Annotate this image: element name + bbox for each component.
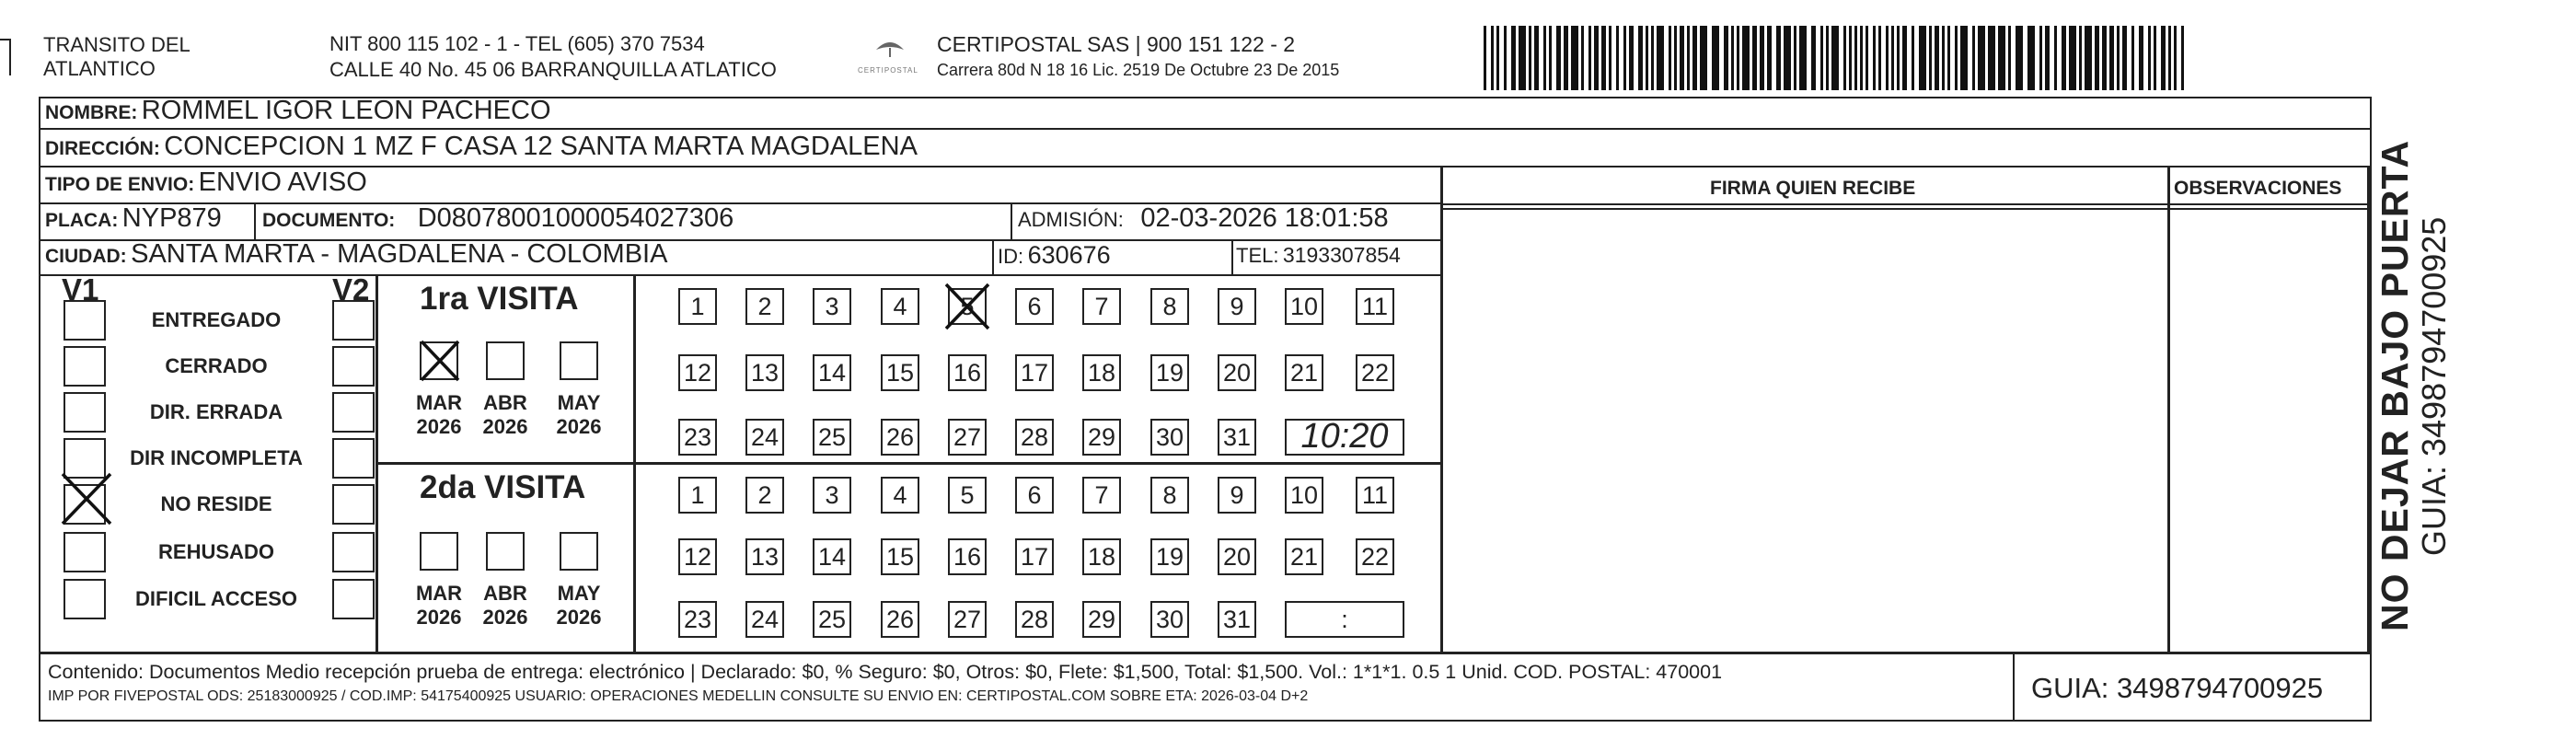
barcode-bar [1849, 26, 1852, 90]
side-guia: GUIA: 3498794700925 [2415, 216, 2453, 556]
day-box: 9 [1218, 477, 1256, 514]
month-checkbox [560, 341, 598, 380]
row-divider [40, 652, 2371, 654]
placa-value: NYP879 [121, 203, 222, 233]
status-label: REHUSADO [158, 540, 274, 563]
barcode-bar [2008, 26, 2011, 90]
day-box: 23 [678, 419, 717, 456]
first-time-box: 10:20 [1285, 419, 1404, 456]
day-box: 2 [745, 477, 784, 514]
status-label: DIR INCOMPLETA [130, 446, 303, 469]
barcode-bar [2161, 26, 2166, 90]
day-box: 6 [1015, 288, 1054, 325]
checked-x-mark [59, 470, 114, 527]
barcode-bar [1724, 26, 1728, 90]
col-divider [254, 203, 256, 240]
barcode-bar [1752, 26, 1757, 90]
day-box: 11 [1356, 477, 1394, 514]
barcode-bar [2016, 26, 2023, 90]
barcode-bar [2174, 26, 2177, 90]
day-box: 5 [948, 288, 987, 325]
day-box: 11 [1356, 288, 1394, 325]
row-divider [40, 166, 2371, 168]
day-box: 6 [1015, 477, 1054, 514]
day-box: 23 [678, 601, 717, 638]
tipo-row [45, 168, 367, 198]
barcode-bar [1504, 26, 1507, 90]
day-box: 15 [881, 538, 919, 575]
day-box: 2 [745, 288, 784, 325]
v1-checkbox [64, 392, 106, 433]
barcode-bar [1657, 26, 1664, 90]
month-year: 2026 [416, 606, 462, 629]
barcode-bar [1674, 26, 1677, 90]
day-box: 10 [1285, 288, 1323, 325]
barcode-bar [2027, 26, 2035, 90]
barcode-bar [1609, 26, 1611, 90]
status-label: CERRADO [165, 354, 268, 377]
day-box: 18 [1082, 538, 1121, 575]
barcode-bar [1929, 26, 1932, 90]
day-box: 28 [1015, 419, 1054, 456]
col-divider [1440, 167, 1443, 653]
company-line-2: ATLANTICO [43, 57, 156, 80]
barcode-bar [1794, 26, 1796, 90]
nit-line: NIT 800 115 102 - 1 - TEL (605) 370 7534 [329, 32, 705, 55]
barcode-bar [1988, 26, 1995, 90]
v2-checkbox [332, 532, 375, 572]
barcode-bar [1742, 26, 1750, 90]
barcode-bar [2102, 26, 2107, 90]
checked-x-mark [942, 281, 992, 332]
barcode-bar [1687, 26, 1690, 90]
id-cell [998, 241, 1111, 270]
month-label: ABR [483, 391, 527, 414]
status-label: DIR. ERRADA [149, 400, 283, 423]
nombre-row [45, 96, 551, 126]
day-box: 3 [813, 477, 851, 514]
day-box: 7 [1082, 288, 1121, 325]
barcode-bar [1556, 26, 1561, 90]
ciudad-value: SANTA MARTA - MAGDALENA - COLOMBIA [131, 239, 668, 269]
barcode-bar [1799, 26, 1807, 90]
barcode-bar [1601, 26, 1606, 90]
barcode-bar [1935, 26, 1939, 90]
day-box: 5 [948, 477, 987, 514]
status-label: NO RESIDE [160, 492, 272, 515]
ciudad-cell [45, 239, 667, 270]
barcode-bar [1581, 26, 1584, 90]
barcode-bar [1767, 26, 1772, 90]
month-label: MAY [557, 582, 601, 605]
barcode-bar [1484, 26, 1486, 90]
first-visit-title: 1ra VISITA [420, 281, 579, 317]
tipo-value: ENVIO AVISO [198, 168, 367, 197]
v1-checkbox [64, 300, 106, 341]
barcode-bar [1496, 26, 1499, 90]
day-box: 27 [948, 601, 987, 638]
v2-checkbox [332, 579, 375, 619]
v2-label: V2 [332, 272, 370, 306]
col-divider [1231, 240, 1233, 275]
month-year: 2026 [482, 415, 528, 438]
tel-value: 3193307854 [1282, 243, 1401, 267]
day-box: 25 [813, 419, 851, 456]
v1-checkbox [64, 346, 106, 387]
status-label: DIFICIL ACCESO [134, 587, 297, 610]
barcode-bar [1947, 26, 1950, 90]
day-box: 30 [1150, 419, 1189, 456]
admision-value: 02-03-2026 18:01:58 [1140, 203, 1389, 233]
barcode-bar [2054, 26, 2057, 90]
documento-cell [262, 203, 734, 234]
barcode-bar [1594, 26, 1599, 90]
month-label: MAR [415, 582, 463, 605]
barcode-bar [1616, 26, 1619, 90]
day-box: 29 [1082, 419, 1121, 456]
barcode-bar [1776, 26, 1781, 90]
day-box: 1 [678, 288, 717, 325]
documento-label: DOCUMENTO: [262, 210, 396, 231]
day-box: 28 [1015, 601, 1054, 638]
barcode-bar [1873, 26, 1876, 90]
row-divider [1441, 203, 2371, 205]
v2-checkbox [332, 484, 375, 525]
v1-label: V1 [62, 272, 99, 306]
col-divider [1011, 203, 1012, 240]
barcode-bar [1860, 26, 1863, 90]
second-visit-title: 2da VISITA [420, 469, 586, 505]
day-box: 31 [1218, 419, 1256, 456]
barcode-bar [2154, 26, 2156, 90]
month-checkbox [486, 532, 525, 571]
tel-cell [1236, 243, 1401, 268]
day-box: 26 [881, 419, 919, 456]
barcode-bar [1571, 26, 1578, 90]
barcode-bar [1866, 26, 1868, 90]
status-label: ENTREGADO [151, 308, 282, 331]
certipostal-logo [858, 33, 922, 77]
v1-checkbox [64, 532, 106, 572]
day-box: 10 [1285, 477, 1323, 514]
day-box: 31 [1218, 601, 1256, 638]
barcode-bar [1529, 26, 1531, 90]
barcode-bar [2131, 26, 2134, 90]
footer-guia: GUIA: 3498794700925 [2031, 672, 2324, 704]
day-box: 24 [745, 601, 784, 638]
month-checkbox [420, 532, 458, 571]
tipo-label: TIPO DE ENVIO: [45, 174, 195, 195]
v2-checkbox [332, 392, 375, 433]
barcode-bar [1902, 26, 1907, 90]
barcode-bar [1826, 26, 1829, 90]
barcode-bar [2117, 26, 2120, 90]
barcode-bar [2109, 26, 2114, 90]
day-box: 14 [813, 538, 851, 575]
month-year: 2026 [482, 606, 528, 629]
barcode-bar [1564, 26, 1568, 90]
barcode-bar [1760, 26, 1764, 90]
logo-text: CERTIPOSTAL [858, 66, 918, 75]
barcode-bar [1972, 26, 1975, 90]
barcode-bar [1942, 26, 1945, 90]
barcode-bar [1638, 26, 1643, 90]
day-box: 13 [745, 538, 784, 575]
day-box: 3 [813, 288, 851, 325]
barcode-bar [2039, 26, 2042, 90]
barcode-bar [2181, 26, 2184, 90]
day-box: 25 [813, 601, 851, 638]
barcode-bar [1831, 26, 1839, 90]
footer-line-1: Contenido: Documentos Medio recepción prueba de entrega: electrónico | Declarado: $0, % Seguro: $0, Otros: $0, Flete: $1,500, Total: $1,500. Vol.: 1*1*1. 0.5 1 Unid. COD. POSTAL: 470001 [48, 661, 1723, 683]
placa-cell [45, 203, 222, 234]
barcode-bar [1811, 26, 1816, 90]
day-box: 20 [1218, 538, 1256, 575]
barcode-bar [1680, 26, 1684, 90]
admision-cell [1018, 203, 1389, 234]
day-box: 16 [948, 354, 987, 391]
barcode-bar [1629, 26, 1634, 90]
day-box: 4 [881, 477, 919, 514]
barcode-bar [1511, 26, 1516, 90]
direccion-label: DIRECCIÓN: [45, 138, 160, 159]
day-box: 4 [881, 288, 919, 325]
col-divider [2367, 167, 2370, 653]
day-box: 17 [1015, 538, 1054, 575]
v1-checkbox [64, 579, 106, 619]
barcode-bar [1519, 26, 1526, 90]
barcode-bar [1998, 26, 2005, 90]
crop-mark [9, 39, 11, 75]
barcode-bar [1784, 26, 1791, 90]
barcode-bar [1960, 26, 1968, 90]
col-divider [2167, 167, 2170, 653]
day-box: 16 [948, 538, 987, 575]
day-box: 30 [1150, 601, 1189, 638]
barcode-bar [1549, 26, 1552, 90]
barcode-bar [2095, 26, 2099, 90]
main-frame [39, 97, 2372, 722]
barcode-bar [1737, 26, 1739, 90]
barcode-bar [1712, 26, 1719, 90]
barcode-bar [1534, 26, 1539, 90]
barcode-bar [1700, 26, 1707, 90]
day-box: 12 [678, 354, 717, 391]
id-value: 630676 [1027, 241, 1111, 269]
barcode-bar [2139, 26, 2143, 90]
day-box: 8 [1150, 288, 1189, 325]
courier-line-2: Carrera 80d N 18 16 Lic. 2519 De Octubre 23 De 2015 [937, 61, 1340, 79]
day-box: 22 [1356, 354, 1394, 391]
barcode-bar [2062, 26, 2066, 90]
month-label: ABR [483, 582, 527, 605]
month-label: MAY [557, 391, 601, 414]
v2-checkbox [332, 300, 375, 341]
company-line-1: TRANSITO DEL [43, 33, 191, 56]
nombre-value: ROMMEL IGOR LEON PACHECO [141, 96, 551, 125]
firma-header: FIRMA QUIEN RECIBE [1710, 178, 1916, 199]
barcode-bar [1886, 26, 1889, 90]
direccion-value: CONCEPCION 1 MZ F CASA 12 SANTA MARTA MAGDALENA [164, 132, 918, 161]
day-box: 29 [1082, 601, 1121, 638]
col-divider [2013, 653, 2015, 722]
day-box: 22 [1356, 538, 1394, 575]
v2-checkbox [332, 438, 375, 479]
barcode [1484, 26, 2190, 90]
barcode-bar [1646, 26, 1648, 90]
courier-line-1: CERTIPOSTAL SAS | 900 151 122 - 2 [937, 32, 1296, 56]
tel-label: TEL: [1236, 244, 1279, 267]
barcode-bar [1897, 26, 1900, 90]
barcode-bar [1978, 26, 1985, 90]
barcode-bar [1543, 26, 1546, 90]
barcode-bar [1955, 26, 1958, 90]
day-box: 13 [745, 354, 784, 391]
day-box: 14 [813, 354, 851, 391]
day-box: 1 [678, 477, 717, 514]
day-box: 9 [1218, 288, 1256, 325]
day-box: 7 [1082, 477, 1121, 514]
month-checkbox [486, 341, 525, 380]
barcode-bar [1491, 26, 1494, 90]
day-box: 24 [745, 419, 784, 456]
barcode-bar [2085, 26, 2092, 90]
row-divider [1441, 208, 2371, 210]
documento-value: D08078001000054027306 [417, 203, 734, 233]
side-warning: NO DEJAR BAJO PUERTA [2374, 139, 2416, 631]
month-checkbox [560, 532, 598, 571]
checked-x-mark [418, 338, 462, 384]
day-box: 26 [881, 601, 919, 638]
day-box: 20 [1218, 354, 1256, 391]
day-box: 8 [1150, 477, 1189, 514]
barcode-bar [2045, 26, 2050, 90]
ciudad-label: CIUDAD: [45, 246, 127, 267]
barcode-bar [1891, 26, 1894, 90]
v2-checkbox [332, 346, 375, 387]
barcode-bar [1843, 26, 1846, 90]
barcode-bar [1919, 26, 1926, 90]
month-year: 2026 [556, 415, 602, 438]
barcode-bar [2079, 26, 2082, 90]
barcode-bar [1878, 26, 1881, 90]
second-time-box: : [1285, 601, 1404, 638]
barcode-bar [1623, 26, 1626, 90]
placa-label: PLACA: [45, 210, 119, 231]
barcode-bar [1669, 26, 1671, 90]
day-box: 21 [1285, 538, 1323, 575]
barcode-bar [2122, 26, 2127, 90]
col-divider [992, 240, 994, 275]
day-box: 21 [1285, 354, 1323, 391]
month-year: 2026 [556, 606, 602, 629]
day-box: 12 [678, 538, 717, 575]
barcode-bar [1651, 26, 1654, 90]
day-box: 27 [948, 419, 987, 456]
barcode-bar [2069, 26, 2076, 90]
admision-label: ADMISIÓN: [1018, 208, 1124, 231]
month-label: MAR [415, 391, 463, 414]
direccion-row [45, 132, 918, 162]
barcode-bar [1731, 26, 1734, 90]
barcode-bar [1692, 26, 1697, 90]
day-box: 17 [1015, 354, 1054, 391]
nombre-label: NOMBRE: [45, 102, 138, 123]
barcode-bar [1854, 26, 1857, 90]
barcode-bar [1588, 26, 1591, 90]
barcode-bar [1820, 26, 1823, 90]
barcode-bar [2148, 26, 2151, 90]
row-divider [376, 462, 1441, 465]
day-box: 18 [1082, 354, 1121, 391]
barcode-bar [1912, 26, 1914, 90]
month-year: 2026 [416, 415, 462, 438]
observaciones-header: OBSERVACIONES [2174, 178, 2342, 199]
day-box: 15 [881, 354, 919, 391]
id-label: ID: [998, 245, 1024, 268]
barcode-bar [2168, 26, 2171, 90]
address-line: CALLE 40 No. 45 06 BARRANQUILLA ATLATICO [329, 58, 777, 81]
row-divider [40, 128, 2371, 130]
day-box: 19 [1150, 538, 1189, 575]
day-box: 19 [1150, 354, 1189, 391]
footer-line-2: IMP POR FIVEPOSTAL ODS: 25183000925 / COD.IMP: 54175400925 USUARIO: OPERACIONES MEDELLIN CONSULTE SU ENVIO EN: CERTIPOSTAL.COM SOBRE ETA: 2026-03-04 D+2 [48, 688, 1309, 704]
